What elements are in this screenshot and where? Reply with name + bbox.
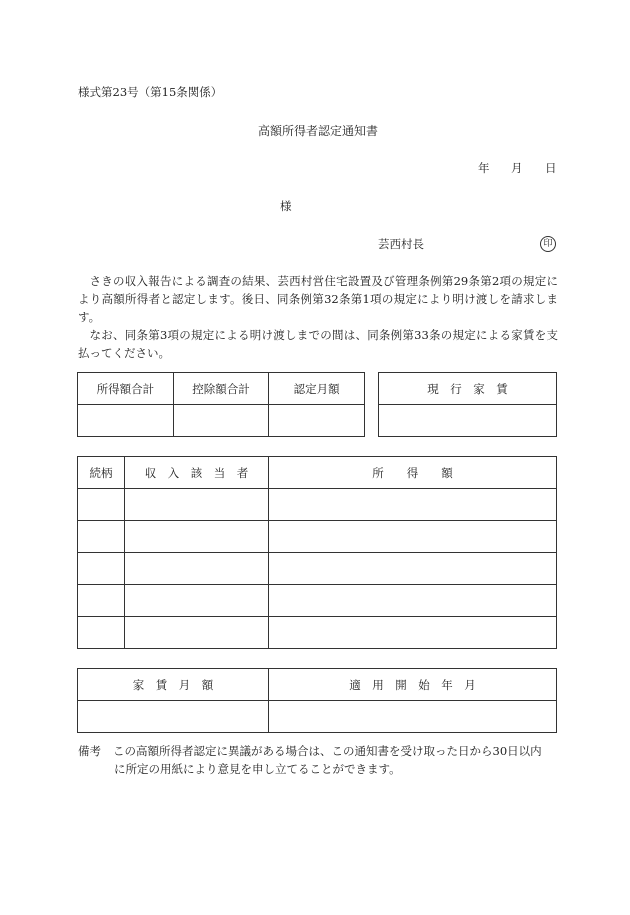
table-row [78,521,557,553]
members-header-relation: 続柄 [78,457,125,489]
members-relation-cell [78,521,125,553]
date-day: 日 [545,161,557,175]
form-number: 様式第23号（第15条関係） [78,85,223,99]
members-person-cell [125,617,269,649]
table-row [78,489,557,521]
remark-line-2: に所定の用紙により意見を申し立てることができます。 [114,762,401,776]
members-person-cell [125,585,269,617]
income-monthly-cell [269,405,365,437]
monthly-rent-header: 家 賃 月 額 [78,669,269,701]
income-table [77,372,365,437]
remark-line-1: この高額所得者認定に異議がある場合は、この通知書を受け取った日から30日以内 [113,744,542,758]
members-table [77,456,557,649]
income-header-monthly: 認定月額 [269,373,365,405]
body-text [78,272,558,362]
remark-note [78,742,568,778]
table-row [78,585,557,617]
date-year: 年 [478,161,490,175]
members-person-cell [125,521,269,553]
income-deduction-cell [173,405,269,437]
members-relation-cell [78,489,125,521]
members-relation-cell [78,553,125,585]
remark-label: 備考 [78,744,101,758]
body-paragraph-1: さきの収入報告による調査の結果、芸西村営住宅設置及び管理条例第29条第2項の規定により高額所得者と認定します。後日、同条例第32条第1項の規定により明け渡しを請求します。 [78,274,558,324]
members-income-cell [269,553,557,585]
members-relation-cell [78,585,125,617]
members-header-person: 収 入 該 当 者 [125,457,269,489]
seal-mark: 印 [540,236,556,252]
start-month-header: 適 用 開 始 年 月 [269,669,557,701]
income-header-total: 所得額合計 [78,373,174,405]
current-rent-header: 現 行 家 賃 [379,373,557,405]
start-month-cell [269,701,557,733]
members-header-income: 所 得 額 [269,457,557,489]
current-rent-cell [379,405,557,437]
table-row [78,553,557,585]
members-income-cell [269,489,557,521]
table-row [78,617,557,649]
income-total-cell [78,405,174,437]
members-person-cell [125,489,269,521]
income-header-deduction: 控除額合計 [173,373,269,405]
document-title: 高額所得者認定通知書 [258,124,379,138]
issuer-name: 芸西村長 [378,237,424,251]
date-month: 月 [511,161,523,175]
monthly-rent-cell [78,701,269,733]
members-income-cell [269,585,557,617]
members-income-cell [269,521,557,553]
body-paragraph-2: なお、同条第3項の規定による明け渡しまでの間は、同条例第33条の規定による家賃を支払ってください。 [78,328,558,360]
current-rent-table [378,372,557,437]
members-relation-cell [78,617,125,649]
rent-start-table [77,668,557,733]
members-income-cell [269,617,557,649]
addressee-suffix: 様 [280,199,292,213]
members-person-cell [125,553,269,585]
